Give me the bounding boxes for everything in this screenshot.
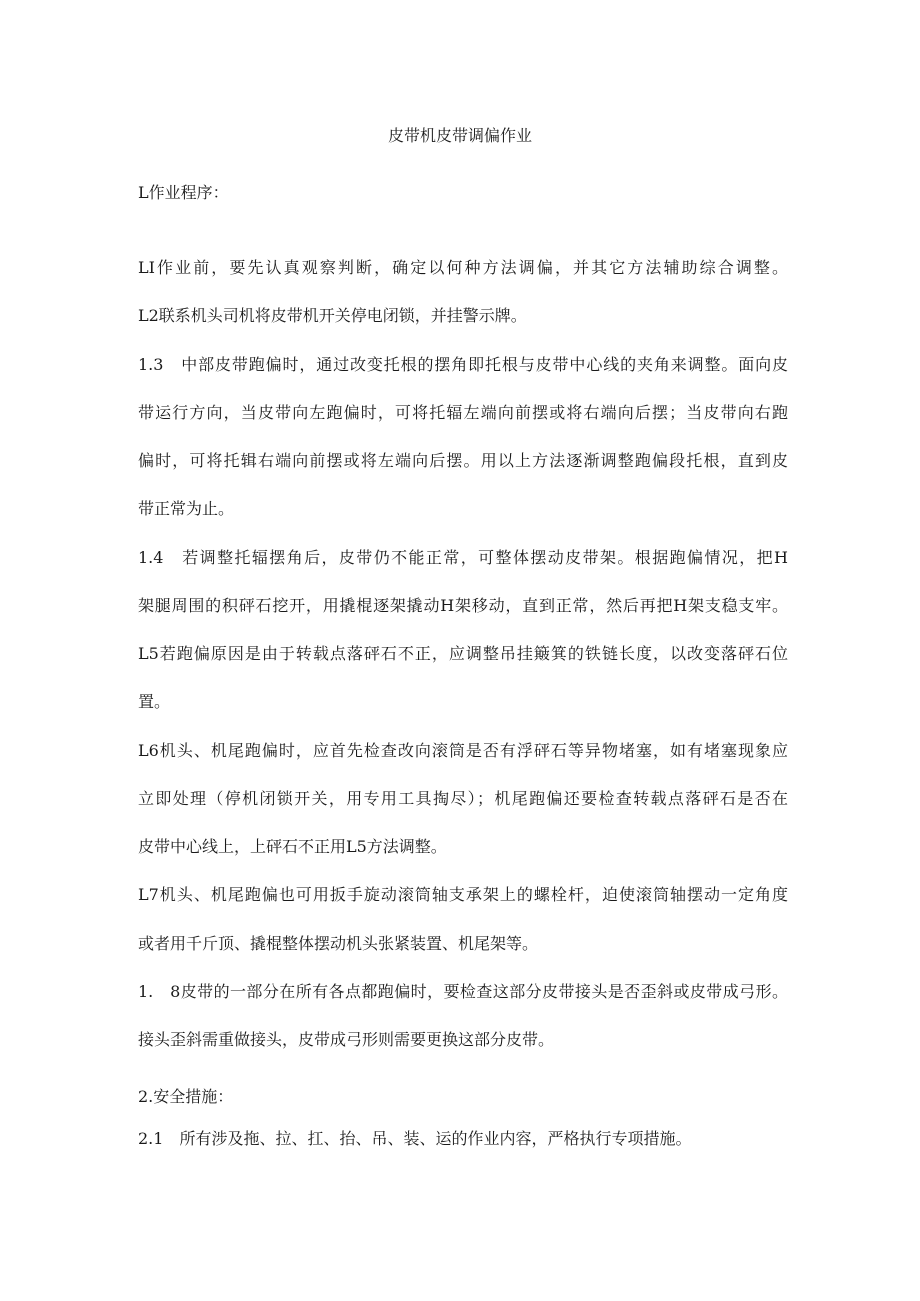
paragraph-line: 接头歪斜需重做接头，皮带成弓形则需要更换这部分皮带。 xyxy=(138,1030,555,1049)
paragraph-line: 立即处理（停机闭锁开关，用专用工具掏尽）；机尾跑偏还要检查转载点落砰石是否在 xyxy=(138,789,788,808)
paragraph-line: LI作业前，要先认真观察判断，确定以何种方法调偏，并其它方法辅助综合调整。 xyxy=(138,258,788,277)
paragraph-line: 皮带中心线上，上砰石不正用L5方法调整。 xyxy=(138,837,447,856)
paragraph-line: 或者用千斤顶、撬棍整体摆动机头张紧装置、机尾架等。 xyxy=(138,934,539,953)
paragraph-line: L5若跑偏原因是由于转载点落砰石不正，应调整吊挂簸箕的铁链长度，以改变落砰石位 xyxy=(138,644,788,663)
paragraph-line: L7机头、机尾跑偏也可用扳手旋动滚筒轴支承架上的螺栓杆，迫使滚筒轴摆动一定角度 xyxy=(138,885,788,904)
paragraph-line: 1.3 中部皮带跑偏时，通过改变托根的摆角即托根与皮带中心线的夹角来调整。面向皮 xyxy=(138,355,788,374)
paragraph-line: 1.4 若调整托辐摆角后，皮带仍不能正常，可整体摆动皮带架。根据跑偏情况，把H xyxy=(138,548,788,567)
document-title: 皮带机皮带调偏作业 xyxy=(387,126,532,145)
paragraph-line: 架腿周围的积砰石挖开，用撬棍逐架撬动H架移动，直到正常，然后再把H架支稳支牢。 xyxy=(138,596,788,615)
section-heading-safety: 2.安全措施： xyxy=(138,1087,234,1106)
paragraph-line: 1. 8皮带的一部分在所有各点都跑偏时，要检查这部分皮带接头是否歪斜或皮带成弓形。 xyxy=(138,982,788,1001)
section-heading-procedure: L作业程序： xyxy=(138,183,229,202)
paragraph-line: L6机头、机尾跑偏时，应首先检查改向滚筒是否有浮砰石等异物堵塞，如有堵塞现象应 xyxy=(138,741,788,760)
paragraph-line: 带运行方向，当皮带向左跑偏时，可将托辐左端向前摆或将右端向后摆；当皮带向右跑 xyxy=(138,403,788,422)
paragraph-line: 带正常为止。 xyxy=(138,499,235,518)
paragraph-line: 置。 xyxy=(138,692,171,711)
paragraph-line: 2.1 所有涉及拖、拉、扛、抬、吊、装、运的作业内容，严格执行专项措施。 xyxy=(138,1129,692,1148)
paragraph-line: L2联系机头司机将皮带机开关停电闭锁，并挂警示牌。 xyxy=(138,306,527,325)
paragraph-line: 偏时，可将托辑右端向前摆或将左端向后摆。用以上方法逐渐调整跑偏段托根，直到皮 xyxy=(138,451,788,470)
